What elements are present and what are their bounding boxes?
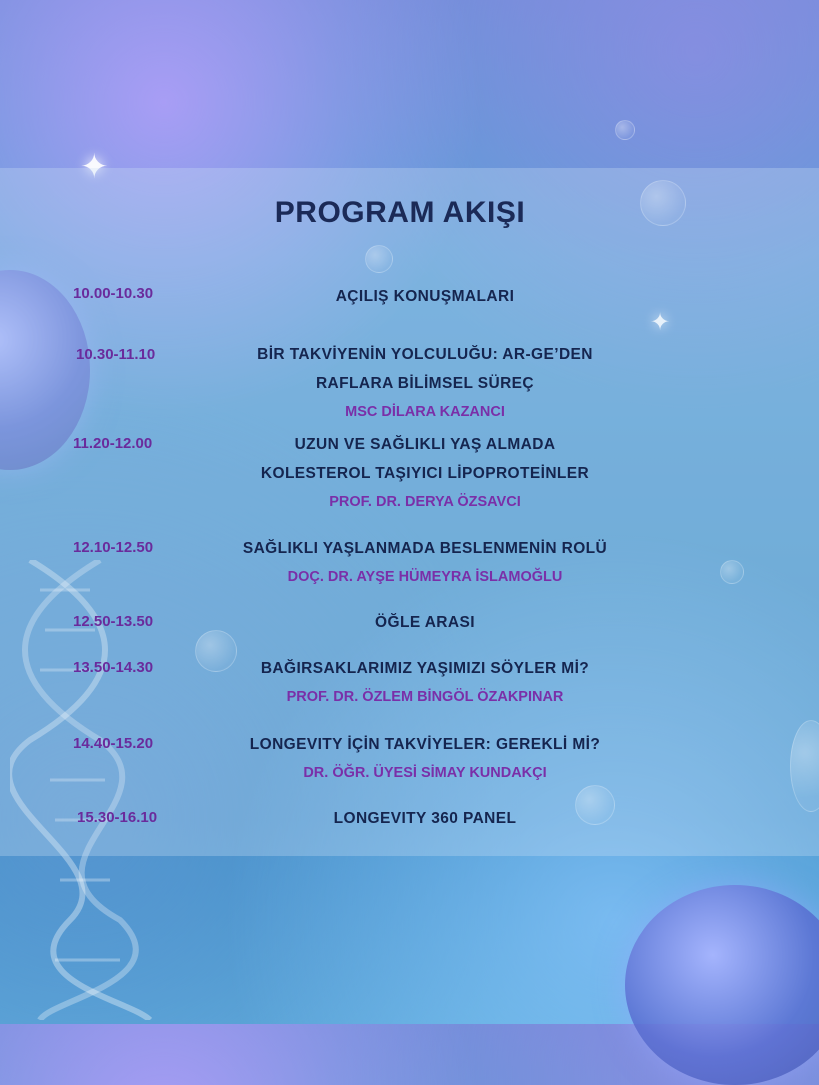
sparkle-icon: ✦ bbox=[80, 147, 109, 187]
time-slot: 10.30-11.10 bbox=[76, 346, 156, 363]
session-title-line: BİR TAKVİYENİN YOLCULUĞU: AR-GE’DEN bbox=[257, 346, 593, 363]
time-slot: 11.20-12.00 bbox=[73, 435, 153, 452]
speaker-name: PROF. DR. ÖZLEM BİNGÖL ÖZAKPINAR bbox=[286, 689, 564, 705]
session-title bbox=[220, 534, 630, 592]
time-slot: 13.50-14.30 bbox=[73, 659, 154, 676]
session-title bbox=[220, 654, 630, 712]
session-title-line: RAFLARA BİLİMSEL SÜREÇ bbox=[315, 375, 535, 392]
speaker-name: PROF. DR. DERYA ÖZSAVCI bbox=[329, 494, 521, 510]
session-title-line: KOLESTEROL TAŞIYICI LİPOPROTEİNLER bbox=[260, 465, 590, 482]
time-slot: 10.00-10.30 bbox=[73, 285, 154, 302]
session-title-line: SAĞLIKLI YAŞLANMADA BESLENMENİN ROLÜ bbox=[242, 540, 608, 557]
session-title bbox=[220, 804, 630, 833]
session-title bbox=[220, 340, 630, 427]
speaker-name: MSC DİLARA KAZANCI bbox=[345, 404, 505, 420]
session-title-line: LONGEVITY İÇİN TAKVİYELER: GEREKLİ Mİ? bbox=[249, 736, 601, 753]
time-slot: 15.30-16.10 bbox=[77, 809, 158, 826]
time-slot: 12.10-12.50 bbox=[73, 539, 154, 556]
bubble-decoration bbox=[615, 120, 635, 140]
session-title-line: BAĞIRSAKLARIMIZ YAŞIMIZI SÖYLER Mİ? bbox=[260, 660, 590, 677]
speaker-name: DR. ÖĞR. ÜYESİ SİMAY KUNDAKÇI bbox=[303, 765, 547, 781]
sparkle-icon: ✦ bbox=[650, 308, 671, 336]
page-title: PROGRAM AKIŞI bbox=[274, 196, 526, 229]
session-title bbox=[220, 430, 630, 517]
time-slot: 12.50-13.50 bbox=[73, 613, 154, 630]
session-title-line: UZUN VE SAĞLIKLI YAŞ ALMADA bbox=[294, 436, 556, 453]
session-title-line: AÇILIŞ KONUŞMALARI bbox=[335, 288, 515, 305]
speaker-name: DOÇ. DR. AYŞE HÜMEYRA İSLAMOĞLU bbox=[287, 569, 563, 585]
cell-decoration-bottom-right bbox=[625, 885, 819, 1085]
session-title-line: ÖĞLE ARASI bbox=[375, 614, 475, 631]
session-title bbox=[220, 730, 630, 788]
session-title-line: LONGEVITY 360 PANEL bbox=[333, 810, 517, 827]
session-title bbox=[220, 608, 630, 637]
time-slot: 14.40-15.20 bbox=[73, 735, 154, 752]
session-title bbox=[220, 282, 630, 311]
